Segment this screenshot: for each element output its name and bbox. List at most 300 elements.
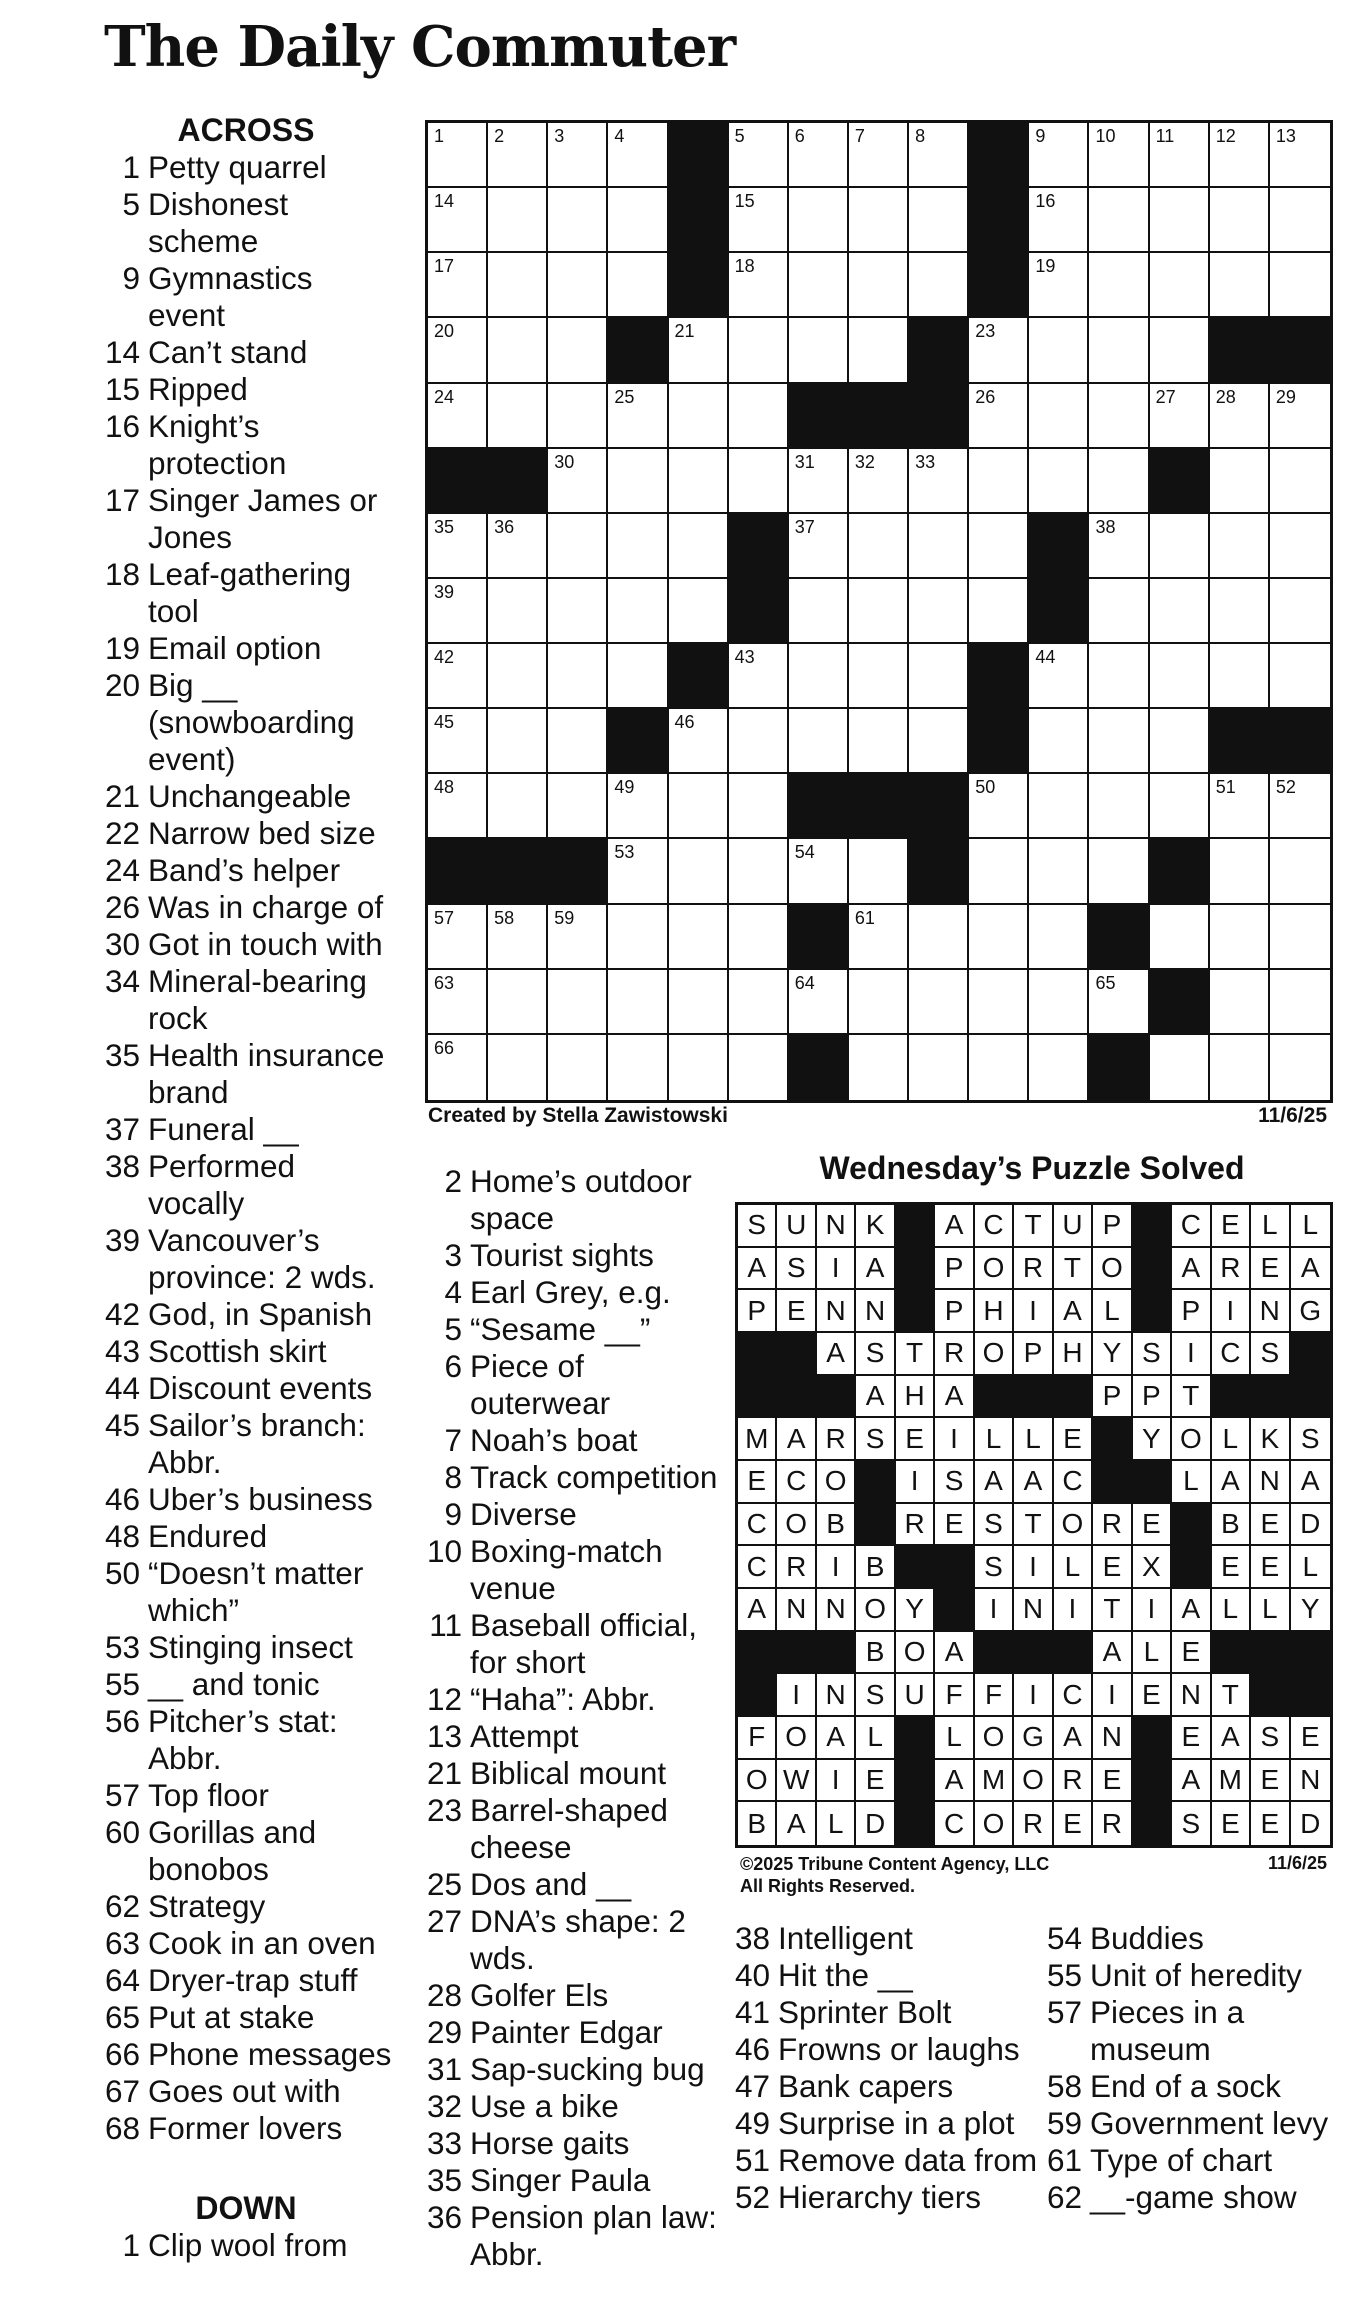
solution-letter: A (1054, 1717, 1093, 1760)
solution-letter: I (975, 1589, 1014, 1632)
black-square (1029, 579, 1089, 644)
grid-cell[interactable] (909, 1035, 969, 1100)
grid-cell[interactable] (428, 905, 488, 970)
grid-cell[interactable] (608, 1035, 668, 1100)
solution-letter: O (975, 1802, 1014, 1845)
solution-letter: R (817, 1418, 856, 1461)
grid-cell[interactable] (1270, 1035, 1330, 1100)
clue-item (98, 1777, 394, 1814)
grid-cell[interactable] (849, 123, 909, 188)
cell-number: 3 (554, 126, 565, 146)
grid-cell[interactable] (1210, 774, 1270, 839)
grid-cell[interactable] (1210, 188, 1270, 253)
grid-cell[interactable] (789, 644, 849, 709)
solution-letter: F (935, 1674, 974, 1717)
clue-text: __ and tonic (148, 1666, 320, 1702)
solution-black-square (1133, 1802, 1172, 1845)
grid-cell[interactable] (789, 970, 849, 1035)
grid-cell[interactable] (1150, 774, 1210, 839)
grid-cell[interactable] (488, 1035, 548, 1100)
grid-cell[interactable] (909, 253, 969, 318)
grid-cell[interactable] (729, 318, 789, 383)
grid-cell[interactable] (1210, 123, 1270, 188)
solution-letter: A (777, 1418, 816, 1461)
grid-cell[interactable] (1210, 905, 1270, 970)
grid-cell[interactable] (669, 514, 729, 579)
grid-cell[interactable] (849, 839, 909, 904)
solution-letter: A (935, 1376, 974, 1419)
grid-cell[interactable] (608, 644, 668, 709)
solution-black-square (1014, 1632, 1053, 1675)
clue-item (420, 1237, 720, 1274)
grid-cell[interactable] (428, 253, 488, 318)
solution-letter: S (738, 1205, 777, 1248)
grid-cell[interactable] (669, 774, 729, 839)
solution-letter: E (1251, 1546, 1290, 1589)
clue-text: Surprise in a plot (778, 2105, 1015, 2141)
cell-number: 66 (434, 1037, 455, 1058)
grid-cell[interactable] (548, 774, 608, 839)
grid-cell[interactable] (969, 970, 1029, 1035)
grid-cell[interactable] (548, 1035, 608, 1100)
grid-cell[interactable] (548, 514, 608, 579)
grid-cell[interactable] (849, 905, 909, 970)
solution-letter: I (1054, 1589, 1093, 1632)
grid-cell[interactable] (969, 579, 1029, 644)
grid-cell[interactable] (1210, 253, 1270, 318)
cell-number: 16 (1035, 191, 1056, 212)
grid-cell[interactable] (488, 970, 548, 1035)
grid-cell[interactable] (608, 384, 668, 449)
grid-cell[interactable] (548, 384, 608, 449)
grid-cell[interactable] (729, 970, 789, 1035)
grid-cell[interactable] (1210, 384, 1270, 449)
solution-black-square (1172, 1546, 1211, 1589)
grid-cell[interactable] (789, 514, 849, 579)
solution-letter: L (1093, 1290, 1132, 1333)
grid-cell[interactable] (729, 253, 789, 318)
grid-cell[interactable] (1029, 709, 1089, 774)
grid-cell[interactable] (969, 774, 1029, 839)
solution-letter: U (896, 1674, 935, 1717)
grid-cell[interactable] (548, 318, 608, 383)
clue-number: 68 (104, 2110, 140, 2146)
grid-cell[interactable] (789, 579, 849, 644)
grid-cell[interactable] (669, 579, 729, 644)
grid-cell[interactable] (1089, 970, 1149, 1035)
grid-cell[interactable] (669, 449, 729, 514)
grid-cell[interactable] (1029, 774, 1089, 839)
grid-cell[interactable] (1270, 449, 1330, 514)
solution-letter: B (856, 1632, 895, 1675)
grid-cell[interactable] (1150, 644, 1210, 709)
grid-cell[interactable] (608, 123, 668, 188)
grid-cell[interactable] (849, 449, 909, 514)
grid-cell[interactable] (488, 188, 548, 253)
grid-cell[interactable] (428, 644, 488, 709)
grid-cell[interactable] (1150, 709, 1210, 774)
grid-cell[interactable] (1089, 839, 1149, 904)
grid-cell[interactable] (789, 709, 849, 774)
grid-cell[interactable] (608, 774, 668, 839)
grid-cell[interactable] (488, 905, 548, 970)
grid-cell[interactable] (1089, 514, 1149, 579)
clue-item (420, 1681, 720, 1718)
grid-cell[interactable] (1270, 514, 1330, 579)
grid-cell[interactable] (729, 644, 789, 709)
grid-cell[interactable] (608, 579, 668, 644)
grid-cell[interactable] (488, 318, 548, 383)
grid-cell[interactable] (1029, 839, 1089, 904)
grid-cell[interactable] (1270, 579, 1330, 644)
grid-cell[interactable] (729, 839, 789, 904)
grid-cell[interactable] (1270, 384, 1330, 449)
clue-item (98, 778, 394, 815)
grid-cell[interactable] (1270, 188, 1330, 253)
grid-cell[interactable] (729, 905, 789, 970)
grid-cell[interactable] (608, 188, 668, 253)
grid-cell[interactable] (1150, 123, 1210, 188)
solution-letter: R (1014, 1248, 1053, 1291)
clue-item (98, 1814, 394, 1888)
solution-letter: L (1054, 1546, 1093, 1589)
grid-cell[interactable] (1150, 188, 1210, 253)
clue-text: Tourist sights (470, 1237, 654, 1273)
grid-cell[interactable] (1029, 449, 1089, 514)
grid-cell[interactable] (1270, 774, 1330, 839)
grid-cell[interactable] (849, 188, 909, 253)
solution-letter: O (738, 1760, 777, 1803)
grid-cell[interactable] (969, 449, 1029, 514)
grid-cell[interactable] (1270, 123, 1330, 188)
solution-letter: O (1054, 1504, 1093, 1547)
solution-letter: E (1251, 1248, 1290, 1291)
cell-number: 35 (434, 516, 455, 537)
grid-cell[interactable] (909, 579, 969, 644)
grid-cell[interactable] (1089, 449, 1149, 514)
solution-black-square (896, 1546, 935, 1589)
solution-letter: O (1172, 1418, 1211, 1461)
grid-cell[interactable] (608, 839, 668, 904)
grid-cell[interactable] (1089, 123, 1149, 188)
solution-letter: I (896, 1461, 935, 1504)
grid-cell[interactable] (849, 709, 909, 774)
grid-cell[interactable] (1150, 905, 1210, 970)
grid-cell[interactable] (909, 449, 969, 514)
grid-cell[interactable] (1150, 1035, 1210, 1100)
grid-cell[interactable] (608, 449, 668, 514)
grid-cell[interactable] (548, 449, 608, 514)
solution-letter: L (817, 1802, 856, 1845)
solution-letter: F (975, 1674, 1014, 1717)
grid-cell[interactable] (1089, 384, 1149, 449)
grid-cell[interactable] (669, 970, 729, 1035)
clue-text: Narrow bed size (148, 815, 376, 851)
grid-cell[interactable] (1089, 644, 1149, 709)
solution-letter: L (1172, 1461, 1211, 1504)
grid-cell[interactable] (1210, 644, 1270, 709)
cell-number: 11 (1155, 126, 1175, 146)
grid-cell[interactable] (1029, 905, 1089, 970)
grid-cell[interactable] (1029, 188, 1089, 253)
grid-cell[interactable] (1270, 905, 1330, 970)
black-square (669, 123, 729, 188)
solution-letter: E (1172, 1632, 1211, 1675)
clue-number: 34 (104, 963, 140, 999)
grid-cell[interactable] (909, 905, 969, 970)
grid-cell[interactable] (969, 1035, 1029, 1100)
grid-cell[interactable] (548, 970, 608, 1035)
grid-cell[interactable] (1089, 709, 1149, 774)
clue-text: Horse gaits (470, 2125, 630, 2161)
solution-letter: P (1014, 1333, 1053, 1376)
black-square (1150, 970, 1210, 1035)
solution-letter: O (975, 1248, 1014, 1291)
clue-text: Health insurance brand (148, 1037, 385, 1110)
grid-cell[interactable] (789, 188, 849, 253)
black-square (969, 253, 1029, 318)
black-square (729, 579, 789, 644)
grid-cell[interactable] (1270, 253, 1330, 318)
grid-cell[interactable] (669, 709, 729, 774)
solution-letter: L (935, 1717, 974, 1760)
solution-black-square (1054, 1376, 1093, 1419)
grid-cell[interactable] (909, 970, 969, 1035)
grid-cell[interactable] (729, 449, 789, 514)
cell-number: 27 (1155, 386, 1176, 407)
grid-cell[interactable] (909, 514, 969, 579)
grid-cell[interactable] (548, 253, 608, 318)
grid-cell[interactable] (1089, 318, 1149, 383)
grid-cell[interactable] (909, 123, 969, 188)
cell-number: 26 (975, 386, 996, 407)
clue-text: Band’s helper (148, 852, 341, 888)
grid-cell[interactable] (669, 384, 729, 449)
solution-letter: O (777, 1504, 816, 1547)
grid-cell[interactable] (608, 970, 668, 1035)
clue-item (98, 1037, 394, 1111)
grid-cell[interactable] (969, 384, 1029, 449)
grid-cell[interactable] (969, 839, 1029, 904)
grid-cell[interactable] (849, 970, 909, 1035)
solution-letter: A (738, 1589, 777, 1632)
grid-cell[interactable] (488, 709, 548, 774)
grid-cell[interactable] (909, 188, 969, 253)
cell-number: 33 (915, 451, 936, 472)
grid-cell[interactable] (608, 514, 668, 579)
clue-text: Put at stake (148, 1999, 315, 2035)
grid-cell[interactable] (1210, 970, 1270, 1035)
grid-cell[interactable] (548, 188, 608, 253)
solution-black-square (935, 1546, 974, 1589)
cell-number: 38 (1095, 516, 1116, 537)
solution-letter: T (1093, 1589, 1132, 1632)
grid-cell[interactable] (428, 384, 488, 449)
solution-letter: E (1054, 1418, 1093, 1461)
grid-cell[interactable] (789, 253, 849, 318)
grid-cell[interactable] (488, 123, 548, 188)
grid-cell[interactable] (729, 123, 789, 188)
clue-text: Former lovers (148, 2110, 343, 2146)
grid-cell[interactable] (548, 905, 608, 970)
solution-letter: H (896, 1376, 935, 1419)
clue-text: Dryer-trap stuff (148, 1962, 358, 1998)
grid-cell[interactable] (488, 644, 548, 709)
grid-cell[interactable] (1210, 1035, 1270, 1100)
solution-letter: A (817, 1333, 856, 1376)
grid-cell[interactable] (789, 123, 849, 188)
grid-cell[interactable] (1210, 579, 1270, 644)
clue-number: 25 (426, 1866, 462, 1902)
cell-number: 52 (1275, 777, 1296, 798)
grid-cell[interactable] (428, 774, 488, 839)
solution-letter: H (1054, 1333, 1093, 1376)
grid-cell[interactable] (488, 774, 548, 839)
grid-cell[interactable] (548, 579, 608, 644)
solution-black-square (1291, 1333, 1330, 1376)
clue-number: 18 (104, 556, 140, 592)
clue-number: 20 (104, 667, 140, 703)
grid-cell[interactable] (488, 579, 548, 644)
grid-cell[interactable] (428, 970, 488, 1035)
cell-number: 5 (734, 126, 745, 146)
solution-letter: N (1251, 1290, 1290, 1333)
solution-letter: D (1300, 1807, 1321, 1839)
clue-item (98, 667, 394, 778)
clue-item (98, 1222, 394, 1296)
grid-cell[interactable] (729, 188, 789, 253)
grid-cell[interactable] (1270, 970, 1330, 1035)
solution-letter: M (1212, 1760, 1251, 1803)
clue-text: “Sesame __” (470, 1311, 651, 1347)
clue-item (98, 1518, 394, 1555)
grid-cell[interactable] (789, 449, 849, 514)
grid-cell[interactable] (1029, 123, 1089, 188)
solution-black-square (896, 1760, 935, 1803)
grid-cell[interactable] (1270, 644, 1330, 709)
clue-text: Can’t stand (148, 334, 308, 370)
grid-cell[interactable] (669, 1035, 729, 1100)
grid-cell[interactable] (1210, 449, 1270, 514)
grid-cell[interactable] (1029, 644, 1089, 709)
grid-cell[interactable] (669, 839, 729, 904)
grid-cell[interactable] (909, 709, 969, 774)
solution-letter: N (817, 1290, 856, 1333)
grid-cell[interactable] (428, 188, 488, 253)
grid-cell[interactable] (1029, 970, 1089, 1035)
clue-item (728, 2142, 1038, 2179)
grid-cell[interactable] (1210, 839, 1270, 904)
grid-cell[interactable] (1150, 514, 1210, 579)
clue-item (98, 1296, 394, 1333)
solution-black-square (1014, 1376, 1053, 1419)
grid-cell[interactable] (428, 709, 488, 774)
solution-letter: G (1014, 1717, 1053, 1760)
grid-cell[interactable] (548, 709, 608, 774)
grid-cell[interactable] (1270, 839, 1330, 904)
grid-cell[interactable] (428, 514, 488, 579)
grid-cell[interactable] (1089, 253, 1149, 318)
grid-cell[interactable] (1150, 579, 1210, 644)
grid-cell[interactable] (849, 1035, 909, 1100)
solution-letter: A (935, 1205, 974, 1248)
grid-cell[interactable] (1089, 774, 1149, 839)
cell-number: 14 (434, 191, 455, 212)
grid-cell[interactable] (729, 709, 789, 774)
grid-cell[interactable] (428, 579, 488, 644)
grid-cell[interactable] (789, 839, 849, 904)
grid-cell[interactable] (488, 384, 548, 449)
grid-cell[interactable] (909, 644, 969, 709)
grid-cell[interactable] (488, 514, 548, 579)
grid-cell[interactable] (849, 318, 909, 383)
clue-text: God, in Spanish (148, 1296, 373, 1332)
grid-cell[interactable] (1029, 253, 1089, 318)
grid-cell[interactable] (1210, 514, 1270, 579)
solution-letter: A (777, 1802, 816, 1845)
solution-letter: C (1054, 1461, 1093, 1504)
cell-number: 29 (1275, 386, 1296, 407)
solution-letter: L (1014, 1418, 1053, 1461)
grid-cell[interactable] (488, 253, 548, 318)
clue-item (420, 1977, 720, 2014)
grid-cell[interactable] (1150, 253, 1210, 318)
grid-cell[interactable] (548, 123, 608, 188)
clue-item (728, 2068, 1038, 2105)
grid-cell[interactable] (608, 905, 668, 970)
grid-cell[interactable] (969, 905, 1029, 970)
grid-cell[interactable] (969, 318, 1029, 383)
clue-text: Endured (148, 1518, 268, 1554)
solution-black-square (1251, 1674, 1290, 1717)
solution-letter: S (856, 1333, 895, 1376)
grid-cell[interactable] (669, 318, 729, 383)
clue-item (98, 1370, 394, 1407)
grid-cell[interactable] (849, 644, 909, 709)
clue-item (98, 334, 394, 371)
grid-cell[interactable] (1089, 579, 1149, 644)
grid-cell[interactable] (1029, 1035, 1089, 1100)
grid-cell[interactable] (428, 1035, 488, 1100)
grid-cell[interactable] (548, 644, 608, 709)
grid-cell[interactable] (969, 514, 1029, 579)
clue-number: 66 (104, 2036, 140, 2072)
grid-cell[interactable] (849, 579, 909, 644)
solution-letter: A (935, 1632, 974, 1675)
grid-cell[interactable] (608, 253, 668, 318)
grid-cell[interactable] (1150, 318, 1210, 383)
grid-cell[interactable] (729, 384, 789, 449)
grid-cell[interactable] (729, 1035, 789, 1100)
grid-cell[interactable] (849, 253, 909, 318)
grid-cell[interactable] (428, 318, 488, 383)
grid-cell[interactable] (669, 905, 729, 970)
grid-cell[interactable] (1029, 384, 1089, 449)
solution-letter: W (777, 1760, 816, 1803)
grid-cell[interactable] (1089, 188, 1149, 253)
solution-letter: B (856, 1546, 895, 1589)
cell-number: 51 (1215, 777, 1236, 798)
grid-cell[interactable] (1029, 318, 1089, 383)
clue-number: 58 (1046, 2068, 1082, 2104)
grid-cell[interactable] (849, 514, 909, 579)
grid-cell[interactable] (1150, 384, 1210, 449)
clue-item (98, 1999, 394, 2036)
grid-cell[interactable] (428, 123, 488, 188)
grid-cell[interactable] (729, 774, 789, 839)
solution-letter: S (975, 1546, 1014, 1589)
grid-cell[interactable] (789, 318, 849, 383)
